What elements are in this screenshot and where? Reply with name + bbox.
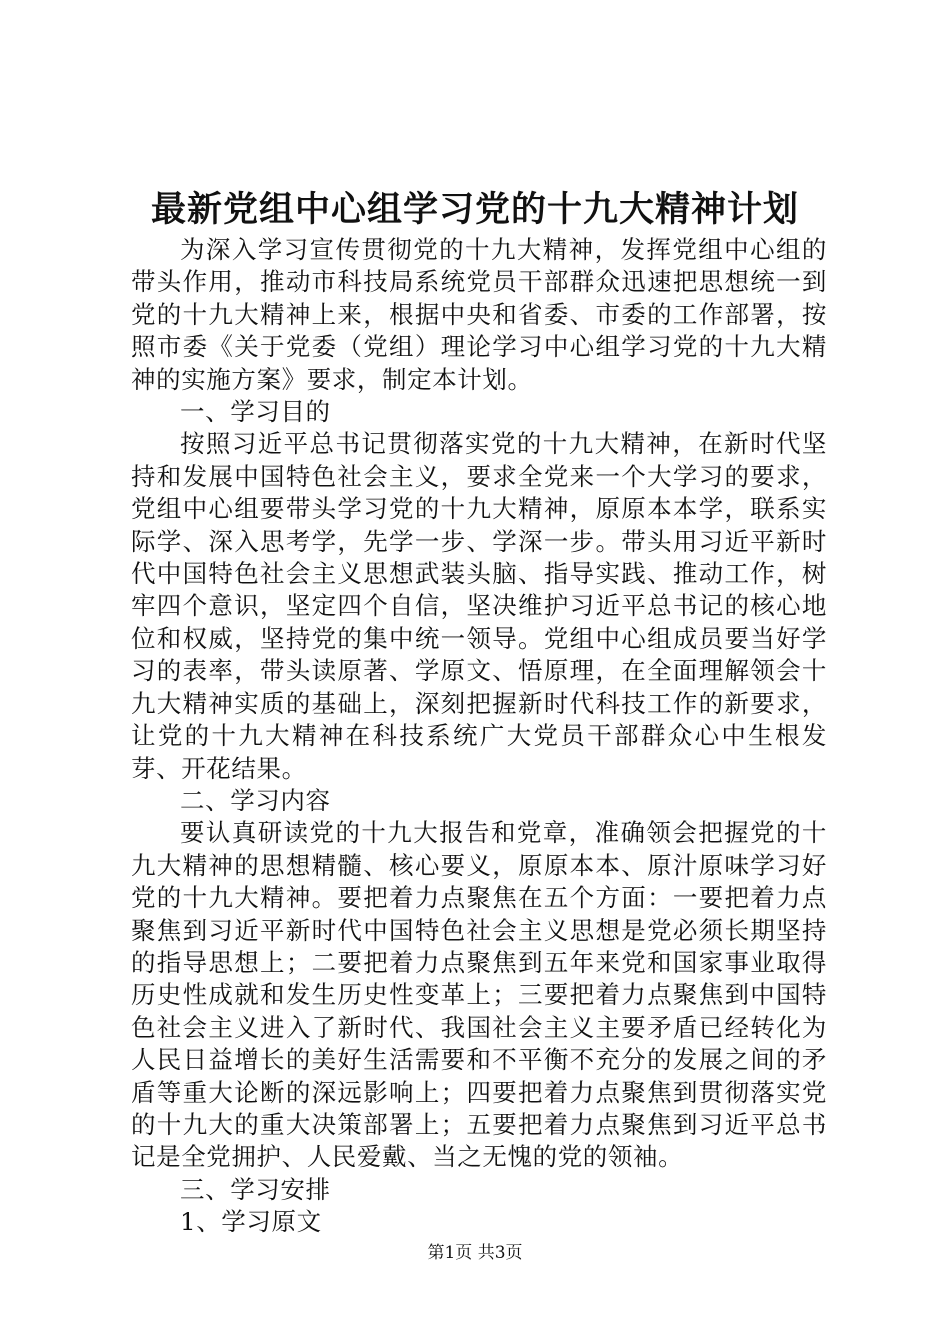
content-paragraph: 要认真研读党的十九大报告和党章，准确领会把握党的十九大精神的思想精髓、核心要义，原原本本、原汁原味学习好党的十九大精神。要把着力点聚焦在五个方面：一要把着力点聚焦到习近平新时代中国特色社会主义思想是党必须长期坚持的指导思想上；二要把着力点聚焦到五年来党和国家事业取得历史性成就和发生历史性变革上；三要把着力点聚焦到中国特色社会主义进入了新时代、我国社会主义主要矛盾已经转化为人民日益增长的美好生活需要和不平衡不充分的发展之间的矛盾等重大论断的深远影响上；四要把着力点聚焦到贯彻落实党的十九大的重大决策部署上；五要把着力点聚焦到习近平总书记是全党拥护、人民爱戴、当之无愧的党的领袖。 — [131, 818, 827, 1172]
document-title: 最新党组中心组学习党的十九大精神计划 — [150, 189, 799, 230]
subsection-heading-original-text: 1、学习原文 — [180, 1207, 322, 1237]
document-body — [131, 234, 827, 1239]
section-heading-purpose: 一、学习目的 — [180, 397, 331, 427]
section-heading-content: 二、学习内容 — [180, 785, 331, 815]
section-heading-arrangement: 三、学习安排 — [180, 1174, 331, 1204]
page-indicator: 第1页 共3页 — [427, 1243, 523, 1263]
page-footer — [0, 1242, 950, 1264]
purpose-paragraph: 按照习近平总书记贯彻落实党的十九大精神，在新时代坚持和发展中国特色社会主义，要求全党来一个大学习的要求，党组中心组要带头学习党的十九大精神，原原本本学，联系实际学、深入思考学，先学一步、学深一步。带头用习近平新时代中国特色社会主义思想武装头脑、指导实践、推动工作，树牢四个意识，坚定四个自信，坚决维护习近平总书记的核心地位和权威，坚持党的集中统一领导。党组中心组成员要当好学习的表率，带头读原著、学原文、悟原理，在全面理解领会十九大精神实质的基础上，深刻把握新时代科技工作的新要求，让党的十九大精神在科技系统广大党员干部群众心中生根发芽、开花结果。 — [131, 429, 827, 783]
intro-paragraph: 为深入学习宣传贯彻党的十九大精神，发挥党组中心组的带头作用，推动市科技局系统党员干部群众迅速把思想统一到党的十九大精神上来，根据中央和省委、市委的工作部署，按照市委《关于党委（党组）理论学习中心组学习党的十九大精神的实施方案》要求，制定本计划。 — [131, 235, 827, 394]
